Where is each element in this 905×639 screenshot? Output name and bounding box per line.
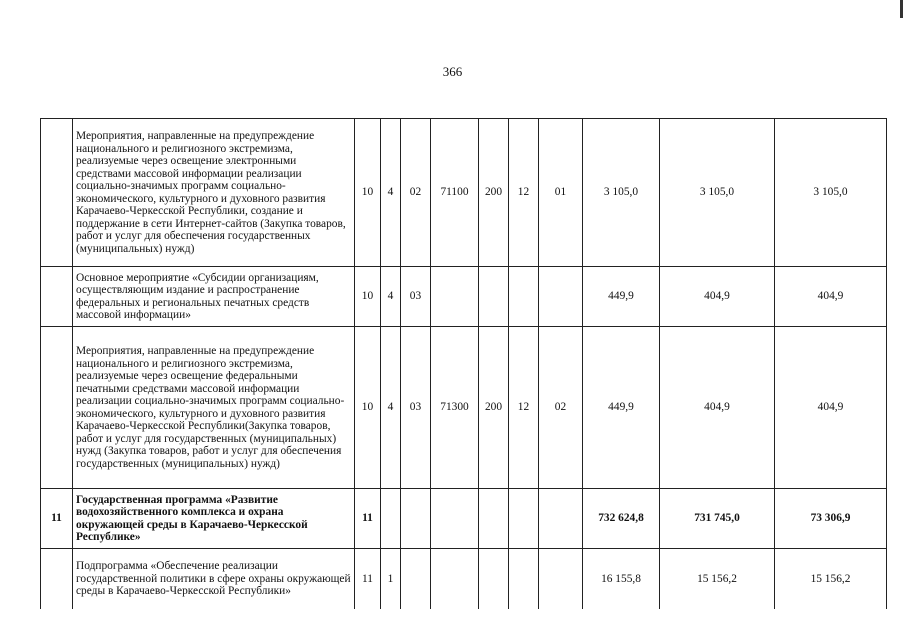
code-2: 4	[381, 327, 401, 489]
row-number	[41, 549, 73, 609]
code-4: 71300	[431, 327, 479, 489]
value-1: 16 155,8	[583, 549, 660, 609]
table-row-program	[41, 489, 887, 549]
code-6	[509, 549, 539, 609]
table-row	[41, 327, 887, 489]
code-6	[509, 489, 539, 549]
code-2: 1	[381, 549, 401, 609]
code-7	[539, 267, 583, 327]
row-name: Государственная программа «Развитие водохозяйственного комплекса и охрана окружающей среды в Карачаево-Черкесской Республике»	[73, 489, 355, 549]
code-6: 12	[509, 119, 539, 267]
scan-edge-mark	[900, 0, 903, 18]
code-1: 10	[355, 327, 381, 489]
value-3: 3 105,0	[775, 119, 887, 267]
page-number: 366	[442, 64, 463, 79]
budget-table	[40, 118, 887, 609]
value-2: 3 105,0	[660, 119, 775, 267]
row-name: Мероприятия, направленные на предупреждение национального и религиозного экстремизма, реализуемые через освещение электронными средствами массовой информации реализации социально-значимых программ социально-экономического, культурного и духовного развития Карачаево-Черкесской Республики, создание и поддержание в сети Интернет-сайтов (Закупка товаров, работ и услуг для обеспечения государственных (муниципальных) нужд)	[73, 119, 355, 267]
row-name: Подпрограмма «Обеспечение реализации государственной политики в сфере охраны окружающей среды в Карачаево-Черкесской Республики»	[73, 549, 355, 609]
row-number	[41, 119, 73, 267]
value-3: 404,9	[775, 327, 887, 489]
table-row	[41, 119, 887, 267]
code-4	[431, 267, 479, 327]
code-3: 02	[401, 119, 431, 267]
code-7: 01	[539, 119, 583, 267]
value-1: 732 624,8	[583, 489, 660, 549]
code-6: 12	[509, 327, 539, 489]
code-4: 71100	[431, 119, 479, 267]
code-3: 03	[401, 267, 431, 327]
code-1: 11	[355, 489, 381, 549]
code-1: 10	[355, 119, 381, 267]
code-4	[431, 489, 479, 549]
table-row	[41, 267, 887, 327]
row-number	[41, 267, 73, 327]
value-3: 15 156,2	[775, 549, 887, 609]
row-number	[41, 327, 73, 489]
code-2: 4	[381, 119, 401, 267]
value-1: 449,9	[583, 267, 660, 327]
code-1: 10	[355, 267, 381, 327]
code-5	[479, 549, 509, 609]
value-1: 449,9	[583, 327, 660, 489]
value-2: 404,9	[660, 267, 775, 327]
code-7: 02	[539, 327, 583, 489]
code-5: 200	[479, 119, 509, 267]
code-5	[479, 267, 509, 327]
row-name: Основное мероприятие «Субсидии организациям, осуществляющим издание и распространение федеральных и региональных печатных средств массовой информации»	[73, 267, 355, 327]
value-2: 731 745,0	[660, 489, 775, 549]
code-3	[401, 489, 431, 549]
value-1: 3 105,0	[583, 119, 660, 267]
code-7	[539, 549, 583, 609]
value-3: 73 306,9	[775, 489, 887, 549]
table-row	[41, 549, 887, 609]
row-name: Мероприятия, направленные на предупреждение национального и религиозного экстремизма, реализуемые через освещение федеральными печатными средствами массовой информации реализации социально-значимых программ социально-экономического, культурного и духовного развития Карачаево-Черкесской Республики(Закупка товаров, работ и услуг для государственных (муниципальных) нужд (Закупка товаров, работ и услуг для обеспечения государственных (муниципальных) нужд)	[73, 327, 355, 489]
value-2: 404,9	[660, 327, 775, 489]
code-2: 4	[381, 267, 401, 327]
code-4	[431, 549, 479, 609]
code-2	[381, 489, 401, 549]
code-1: 11	[355, 549, 381, 609]
value-3: 404,9	[775, 267, 887, 327]
code-5: 200	[479, 327, 509, 489]
row-number: 11	[41, 489, 73, 549]
code-5	[479, 489, 509, 549]
code-3	[401, 549, 431, 609]
value-2: 15 156,2	[660, 549, 775, 609]
code-7	[539, 489, 583, 549]
code-6	[509, 267, 539, 327]
code-3: 03	[401, 327, 431, 489]
